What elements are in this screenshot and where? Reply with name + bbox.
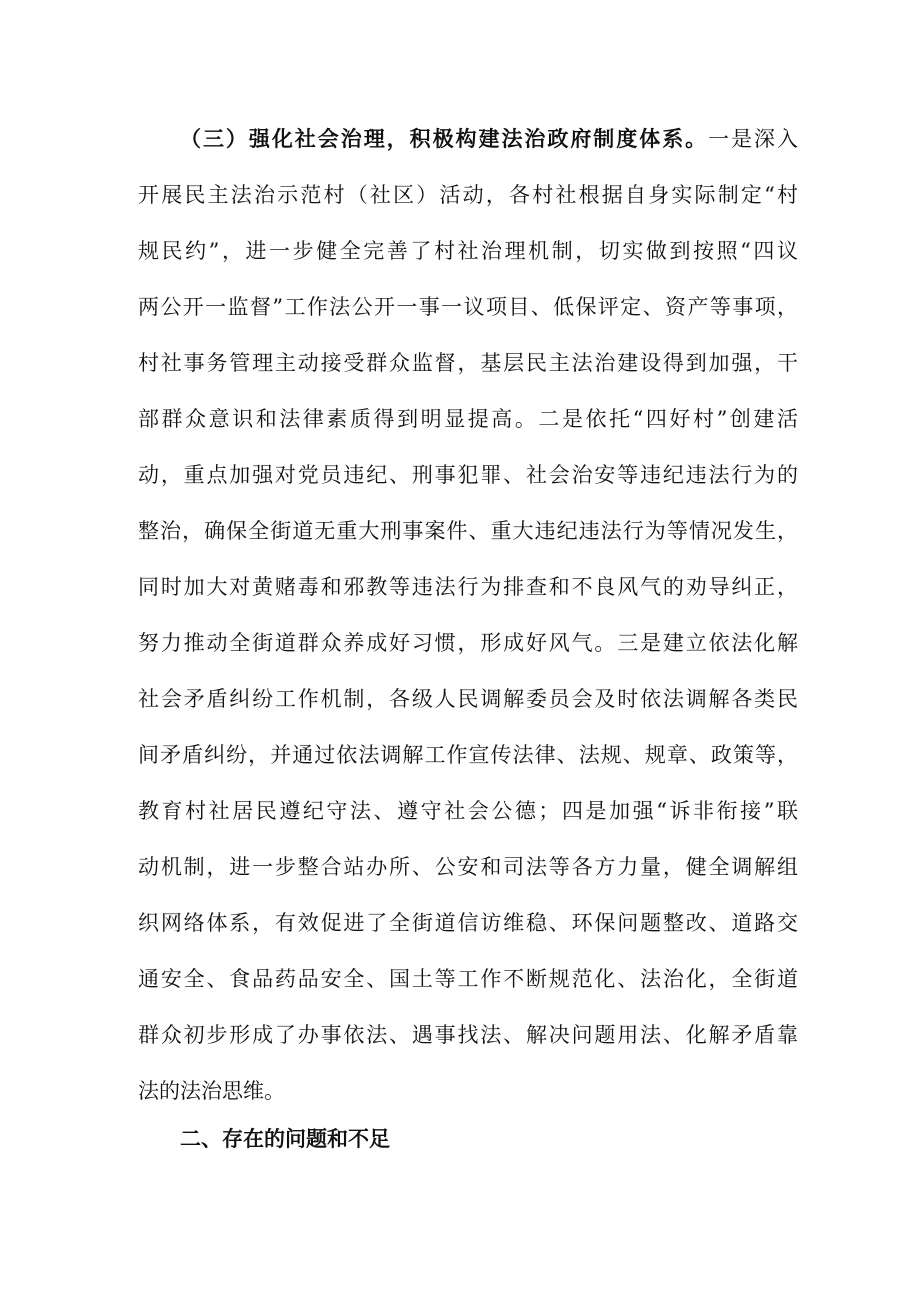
paragraph-line: 同时加大对黄赌毒和邪教等违法行为排查和不良风气的劝导纠正，: [138, 575, 798, 599]
paragraph-line: 群众初步形成了办事依法、遇事找法、解决问题用法、化解矛盾靠: [138, 1023, 798, 1047]
paragraph-line: 织网络体系，有效促进了全街道信访维稳、环保问题整改、道路交: [138, 911, 798, 935]
paragraph-line: 社会矛盾纠纷工作机制，各级人民调解委员会及时依法调解各类民: [138, 687, 798, 711]
paragraph-line: 部群众意识和法律素质得到明显提高。二是依托“四好村”创建活: [138, 407, 798, 431]
paragraph-line: 规民约”，进一步健全完善了村社治理机制，切实做到按照“四议: [138, 239, 798, 263]
section-heading: 二、存在的问题和不足: [180, 1127, 390, 1151]
first-line-text: 一是深入: [708, 127, 799, 151]
paragraph-line: 通安全、食品药品安全、国土等工作不断规范化、法治化，全街道: [138, 967, 798, 991]
paragraph-line: 两公开一监督”工作法公开一事一议项目、低保评定、资产等事项，: [138, 295, 798, 319]
paragraph-line: 间矛盾纠纷，并通过依法调解工作宣传法律、法规、规章、政策等，: [138, 743, 798, 767]
paragraph-first-line: [138, 118, 798, 174]
paragraph-line: 动机制，进一步整合站办所、公安和司法等各方力量，健全调解组: [138, 855, 798, 879]
paragraph-line: 整治，确保全街道无重大刑事案件、重大违纪违法行为等情况发生，: [138, 519, 798, 543]
paragraph-line: 教育村社居民遵纪守法、遵守社会公德；四是加强“诉非衔接”联: [138, 799, 798, 823]
paragraph-line: 开展民主法治示范村（社区）活动，各村社根据自身实际制定“村: [138, 183, 798, 207]
paragraph-line: 努力推动全街道群众养成好习惯，形成好风气。三是建立依法化解: [138, 631, 798, 655]
body-paragraph: [138, 118, 798, 1126]
paragraph-last-line: 法的法治思维。: [138, 1079, 285, 1103]
subsection-heading: （三）强化社会治理，积极构建法治政府制度体系。: [180, 127, 709, 151]
paragraph-line: 村社事务管理主动接受群众监督，基层民主法治建设得到加强，干: [138, 351, 798, 375]
paragraph-line: 动，重点加强对党员违纪、刑事犯罪、社会治安等违纪违法行为的: [138, 463, 798, 487]
